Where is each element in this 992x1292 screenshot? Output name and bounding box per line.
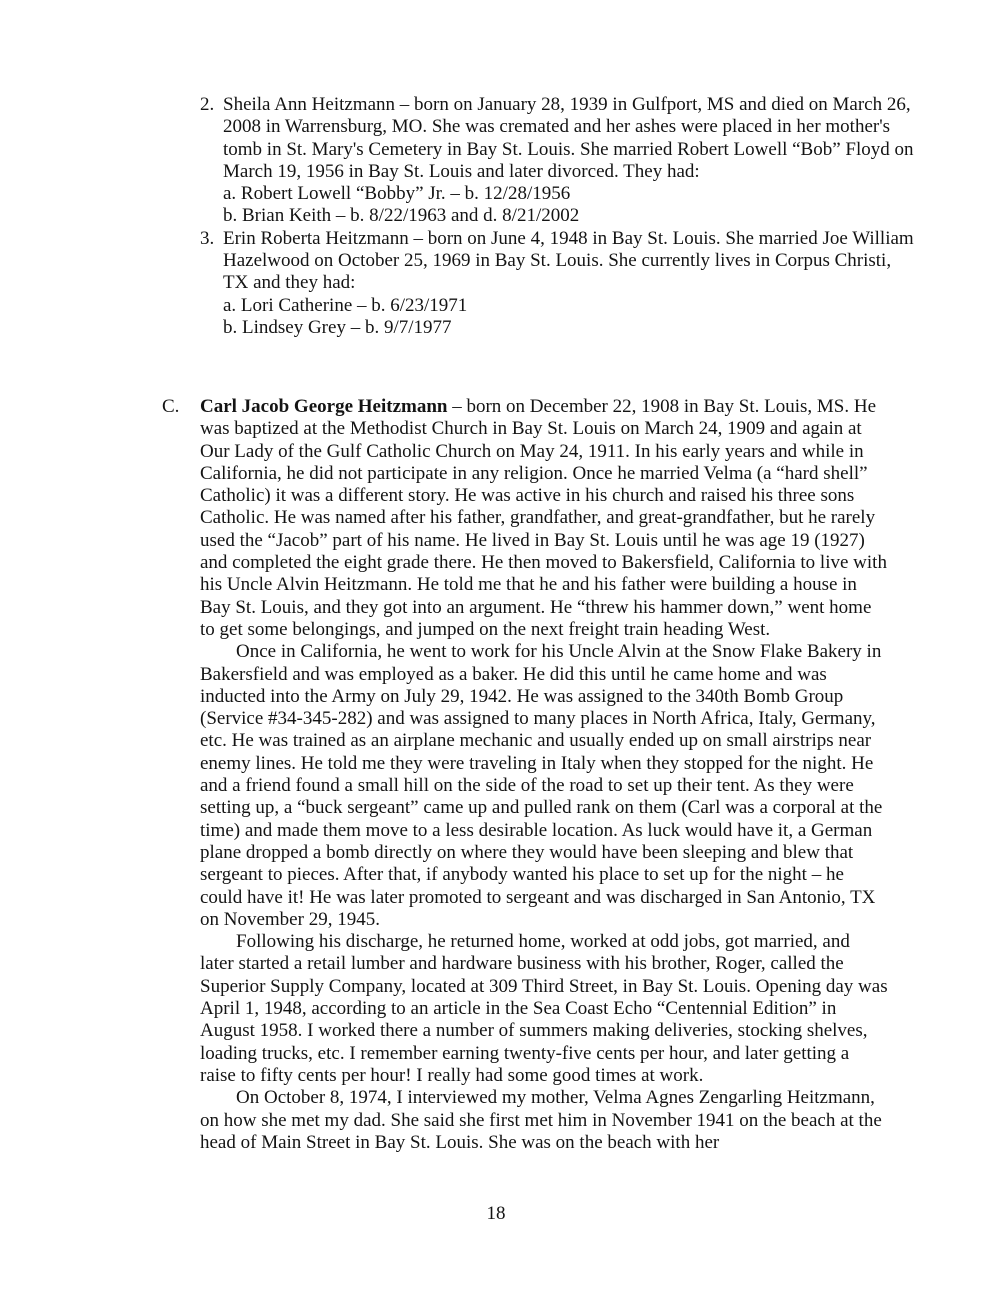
paragraph: On October 8, 1974, I interviewed my mother, Velma Agnes Zengarling Heitzmann, on how she met my dad. She said she first met him in November 1941 on the beach at the head of Main Street in Bay St. Louis. She was on the beach with her [200,1087,882,1153]
sub-item: b. Lindsey Grey – b. 9/7/1977 [223,316,452,338]
section-c [162,396,922,1154]
children-list [200,94,920,339]
paragraph: Following his discharge, he returned home, worked at odd jobs, got married, and later started a retail lumber and hardware business with his brother, Roger, called the Superior Supply Company, located at 309 Third Street, in Bay St. Louis. Opening day was April 1, 1948, according to an article in the Sea Coast Echo “Centennial Edition” in August 1958. I worked there a number of summers making deliveries, stocking shelves, loading trucks, etc. I remember earning twenty-five cents per hour, and later getting a raise to fifty cents per hour! I really had some good times at work. [200,931,888,1086]
intro-text: – born on December 22, 1908 in Bay St. Louis, MS. He was baptized at the Methodist Church in Bay St. Louis on March 24, 1909 and again at Our Lady of the Gulf Catholic Church on May 24, 1911. In his early years and while in California, he did not participate in any religion. Once he married Velma (a “hard shell” Catholic) it was a different story. He was active in his church and raised his three sons Catholic. He was named after his father, grandfather, and great-grandfather, but he rarely used the “Jacob” part of his name. He lived in Bay St. Louis until he was age 19 (1927) and completed the eight grade there. He then moved to Bakersfield, California to live with his Uncle Alvin Heitzmann. He told me that he and his father were building a house in Bay St. Louis, and they got into an argument. He “threw his hammer down,” went home to get some belongings, and jumped on the next freight train heading West. [200,396,887,640]
paragraph: Once in California, he went to work for his Uncle Alvin at the Snow Flake Bakery in Bakersfield and was employed as a baker. He did this until he came home and was inducted into the Army on July 29, 1942. He was assigned to the 340th Bomb Group (Service #34-345-282) and was assigned to many places in North Africa, Italy, Germany, etc. He was trained as an airplane mechanic and usually ended up on small airstrips near enemy lines. He told me they were traveling in Italy when they stopped for the night. He and a friend found a small hill on the side of the road to set up their tent. As they were setting up, a “buck sergeant” came up and pulled rank on them (Carl was a corporal at the time) and made them move to a less desirable location. As luck would have it, a German plane dropped a bomb directly on where they would have been sleeping and blew that sergeant to pieces. After that, if anybody wanted his place to set up for the night – he could have it! He was later promoted to sergeant and was discharged in San Antonio, TX on November 29, 1945. [200,641,883,930]
list-item-text: Sheila Ann Heitzmann – born on January 28, 1939 in Gulfport, MS and died on March 26, 2008 in Warrensburg, MO. She was cremated and her ashes were placed in her mother's tomb in St. Mary's Cemetery in Bay St. Louis. She married Robert Lowell “Bob” Floyd on March 19, 1956 in Bay St. Louis and later divorced. They had: [223,94,914,182]
list-item-number: 2. [200,94,215,115]
sub-item: a. Lori Catherine – b. 6/23/1971 [223,294,468,316]
list-item-text: Erin Roberta Heitzmann – born on June 4, 1948 in Bay St. Louis. She married Joe William Hazelwood on October 25, 1969 in Bay St. Louis. She currently lives in Corpus Christi, TX and they had: [223,227,914,294]
page-number: 18 [486,1203,506,1224]
person-name: Carl Jacob George Heitzmann [200,396,448,417]
section-body [200,396,888,1154]
list-item [200,94,920,228]
sub-item: a. Robert Lowell “Bobby” Jr. – b. 12/28/1956 [223,183,571,205]
list-item-number: 3. [200,227,215,249]
list-item [200,228,920,339]
section-letter: C. [162,396,180,417]
intro-paragraph [200,396,888,641]
sub-item: b. Brian Keith – b. 8/22/1963 and d. 8/21/2002 [223,205,580,227]
